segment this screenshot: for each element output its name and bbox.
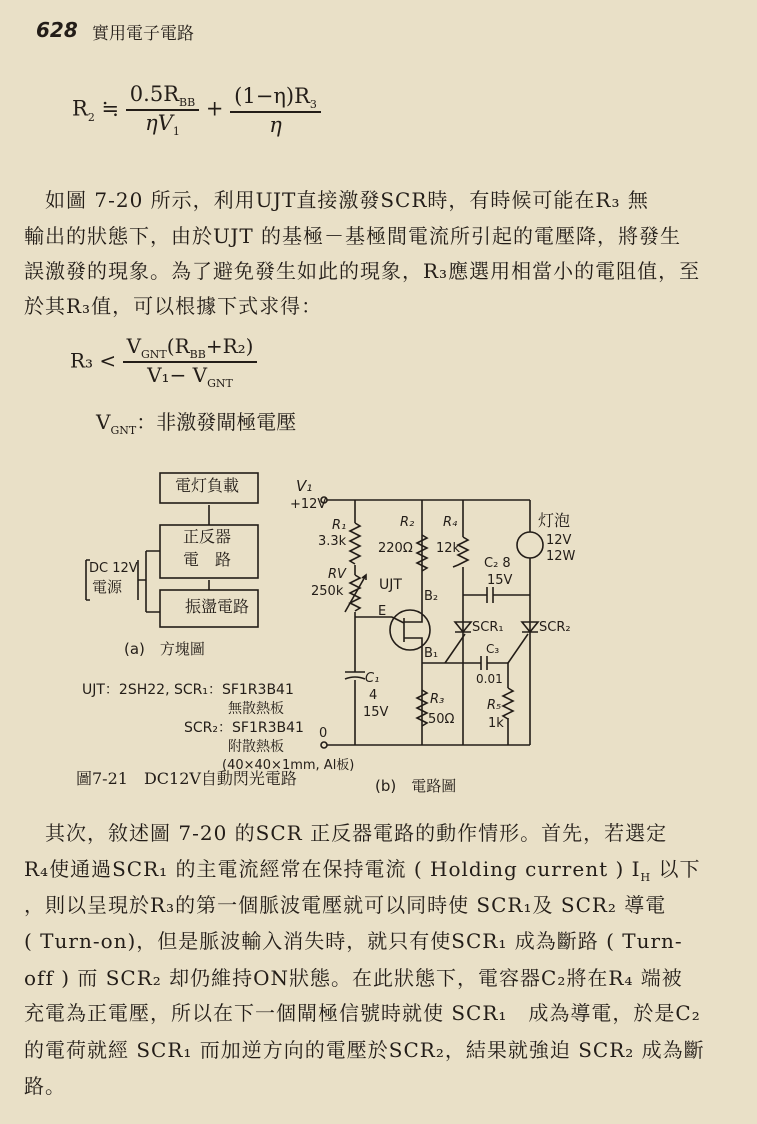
label-c3-value: 0.01 [476, 672, 503, 686]
resistor-r1 [350, 523, 360, 564]
label-r4: R₄ [443, 515, 458, 530]
label-c1: C₁ [365, 671, 380, 686]
capacitor-c2 [463, 587, 530, 603]
formula-r3: R₃ < $\frac{V_{GNT}(R_{BB}+R_2)}{V_1- V_{GNT}}$ [70, 334, 257, 390]
running-title: 實用電子電路 [92, 24, 194, 44]
label-scr1: SCR₁ [472, 620, 504, 635]
block-load: 電灯負載 [175, 476, 240, 495]
parts-line: SCR₂：SF1R3B41 [184, 720, 304, 736]
formula-r2: $R_2$ ≒ $\frac{0.5R_{BB}}{\eta V_1}$ + $\frac{(1-\eta)R_3}{\eta}$ [72, 82, 321, 138]
text-line: ，則以呈現於R₃的第一個脈波電壓就可以同時使 SCR₁及 SCR₂ 導電 [24, 893, 667, 917]
text-line: 誤激發的現象。為了避免發生如此的現象，R₃應選用相當小的電阻值，至 [24, 259, 701, 283]
label-b2: B₂ [424, 589, 439, 604]
page-number: 628 [36, 18, 78, 42]
caption-b: (b) 電路圖 [375, 777, 457, 795]
label-c1-v: 15V [363, 705, 389, 720]
label-lamp-w: 12W [546, 549, 576, 564]
block-flipflop: 正反器 [183, 527, 232, 546]
label-c3: C₃ [486, 642, 500, 656]
text-line: 充電為正電壓，所以在下一個閘極信號時就使 SCR₁ 成為導電，於是C₂ [24, 1001, 701, 1025]
block-power-2: 電源 [92, 578, 123, 596]
text-line: 輸出的狀態下，由於UJT 的基極－基極間電流所引起的電壓降，將發生 [24, 224, 682, 248]
block-power: DC 12V [89, 561, 138, 576]
label-ujt: UJT [379, 577, 402, 593]
parts-line: 無散熱板 [228, 701, 284, 717]
ujt-symbol [390, 610, 430, 650]
parts-line: UJT：2SH22, SCR₁：SF1R3B41 [82, 682, 294, 698]
text-line: 路。 [24, 1074, 66, 1098]
resistor-rv [345, 575, 366, 612]
label-lamp: 灯泡 [538, 511, 571, 530]
label-r4-value: 12k [436, 541, 461, 556]
block-oscillator: 振盪電路 [185, 597, 250, 616]
label-r5-value: 1k [488, 716, 504, 731]
label-c1-value: 4 [369, 688, 378, 703]
circuit-diagram [321, 497, 543, 748]
label-c2-v: 15V [487, 573, 513, 588]
label-r2: R₂ [400, 515, 415, 530]
text-line: R₄使通過SCR₁ 的主電流經常在保持電流 ( Holding current ) $I_H$ 以下 [24, 857, 701, 884]
capacitor-c1 [345, 668, 365, 692]
vgnt-definition: $V_{GNT}$：非激發閘極電壓 [96, 410, 297, 437]
text-line: 於其R₃值，可以根據下式求得： [24, 294, 323, 318]
label-v1: V₁ [296, 477, 313, 495]
text-line: 如圖 7-20 所示，利用UJT直接激發SCR時，有時候可能在R₃ 無 [24, 188, 649, 212]
label-v1-value: +12V [290, 497, 327, 512]
text-line: 的電荷就經 SCR₁ 而加逆方向的電壓於SCR₂，結果就強迫 SCR₂ 成為斷 [24, 1038, 705, 1062]
figure-caption: 圖7-21 DC12V自動閃光電路 [76, 769, 297, 788]
lamp-symbol [517, 532, 543, 558]
label-e: E [378, 604, 387, 619]
label-rv: RV [328, 567, 346, 582]
label-rv-value: 250k [311, 584, 344, 599]
parts-line: (40×40×1mm, Al板) [222, 758, 355, 773]
parts-line: 附散熱板 [228, 739, 284, 755]
resistor-r5 [503, 688, 513, 719]
label-r1-value: 3.3k [318, 534, 347, 549]
label-r2-value: 220Ω [378, 541, 413, 556]
label-lamp-v: 12V [546, 533, 572, 548]
scr1-symbol [445, 622, 471, 663]
label-ground: 0 [319, 726, 328, 741]
label-b1: B₁ [424, 646, 439, 661]
label-r5: R₅ [487, 698, 502, 713]
label-r3: R₃ [430, 692, 445, 707]
text-line: ( Turn-on)，但是脈波輸入消失時，就只有使SCR₁ 成為斷路 ( Turn- [24, 929, 683, 953]
caption-a: (a) 方塊圖 [124, 640, 205, 658]
text-line: off ) 而 SCR₂ 却仍維持ON狀態。在此狀態下，電容器C₂將在R₄ 端被 [24, 966, 683, 990]
text-line: 其次，敘述圖 7-20 的SCR 正反器電路的動作情形。首先，若選定 [24, 821, 668, 845]
label-scr2: SCR₂ [539, 620, 571, 635]
scr2-symbol [508, 622, 538, 663]
label-r3-value: 50Ω [428, 712, 455, 727]
label-r1: R₁ [332, 518, 347, 533]
label-c2: C₂ 8 [484, 556, 511, 571]
block-flipflop-2: 電 路 [183, 550, 232, 569]
